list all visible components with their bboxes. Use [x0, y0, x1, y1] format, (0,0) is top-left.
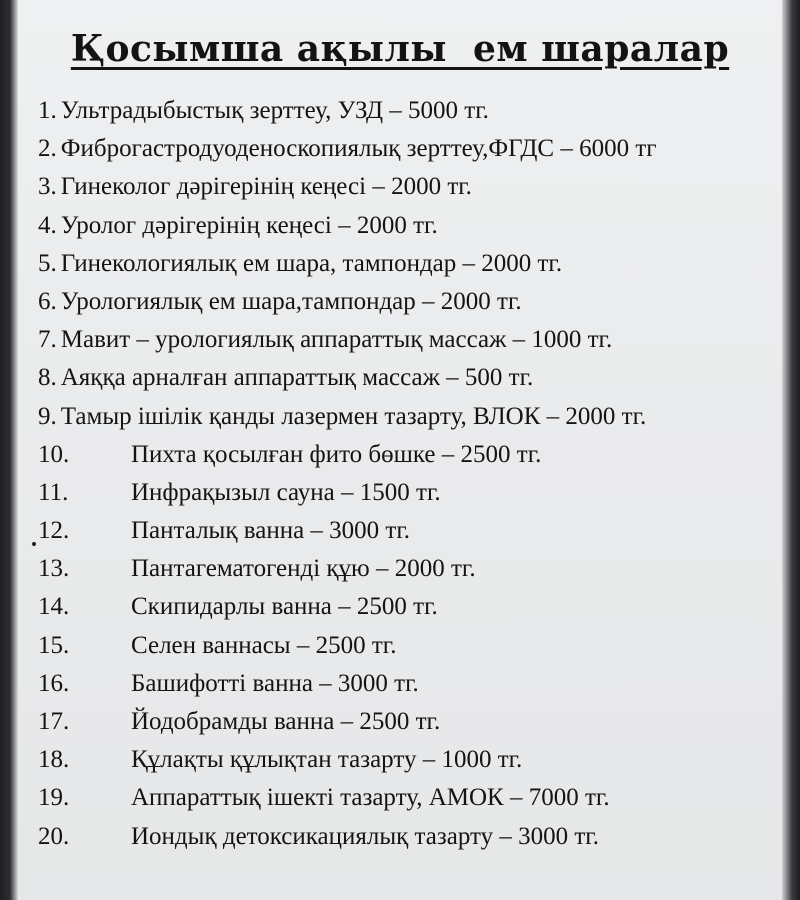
item-number: 1. [38, 97, 57, 124]
item-number: 11. [38, 478, 69, 506]
list-item [38, 665, 778, 703]
list-item [38, 92, 778, 130]
item-text: Аппараттық ішекті тазарту, АМОК – 7000 тг. [131, 784, 610, 812]
item-number: 19. [38, 784, 70, 812]
list-item [38, 588, 778, 626]
page-title [18, 28, 782, 70]
item-number: 14. [38, 593, 70, 621]
item-text: Пантагематогенді құю – 2000 тг. [131, 555, 476, 583]
list-item [38, 703, 778, 741]
page-title-text: Қосымша ақылы ем шаралар [70, 28, 730, 70]
item-number: 5. [38, 249, 57, 277]
item-text: Йодобрамды ванна – 2500 тг. [131, 708, 441, 735]
item-number: 17. [38, 708, 70, 735]
item-text: Инфрақызыл сауна – 1500 тг. [131, 478, 441, 506]
item-number: 20. [38, 822, 70, 850]
item-text: Құлақты құлықтан тазарту – 1000 тг. [131, 746, 523, 774]
item-text: Аяққа арналған аппараттық массаж – 500 тг. [60, 364, 534, 392]
item-number: 10. [38, 440, 70, 468]
item-number: 18. [38, 746, 70, 774]
item-text: Ультрадыбыстық зерттеу, УЗД – 5000 тг. [60, 97, 489, 124]
list-item [38, 818, 778, 856]
item-text: Селен ваннасы – 2500 тг. [131, 631, 397, 659]
item-text: Пихта қосылған фито бөшке – 2500 тг. [131, 440, 542, 468]
list-item [38, 321, 778, 359]
item-number: 4. [38, 211, 57, 239]
services-list [38, 92, 778, 856]
item-number: 15. [38, 631, 70, 659]
list-item [38, 474, 778, 512]
item-text: Иондық детоксикациялық тазарту – 3000 тг. [131, 822, 599, 850]
item-number: 12. [38, 517, 70, 545]
list-item [38, 359, 778, 397]
item-text: Фиброгастродуоденоскопиялық зерттеу,ФГДС – 6000 тг [60, 135, 657, 163]
item-number: 3. [38, 173, 57, 201]
list-item [38, 512, 778, 550]
list-item [38, 550, 778, 588]
item-text: Уролог дәрігерінің кеңесі – 2000 тг. [60, 211, 438, 239]
item-text: Урологиялық ем шара,тампондар – 2000 тг. [60, 287, 522, 315]
list-item [38, 207, 778, 245]
paper-sheet [18, 0, 782, 900]
list-item [38, 436, 778, 474]
item-number: 8. [38, 364, 57, 392]
item-number: 9. [38, 402, 57, 430]
list-item [38, 130, 778, 168]
pen-mark [31, 541, 36, 546]
item-text: Башифотті ванна – 3000 тг. [131, 669, 419, 697]
item-number: 13. [38, 555, 70, 583]
item-number: 7. [38, 326, 57, 354]
item-number: 16. [38, 669, 70, 697]
item-number: 6. [38, 287, 57, 315]
list-item [38, 627, 778, 665]
list-item [38, 168, 778, 206]
list-item [38, 741, 778, 779]
item-number: 2. [38, 135, 57, 163]
list-item [38, 283, 778, 321]
list-item [38, 245, 778, 283]
list-item [38, 398, 778, 436]
item-text: Скипидарлы ванна – 2500 тг. [131, 593, 438, 621]
item-text: Мавит – урологиялық аппараттық массаж – 1000 тг. [60, 326, 613, 354]
item-text: Гинеколог дәрігерінің кеңесі – 2000 тг. [60, 173, 472, 201]
list-item [38, 779, 778, 817]
item-text: Тамыр ішілік қанды лазермен тазарту, ВЛОК – 2000 тг. [60, 402, 647, 430]
item-text: Панталық ванна – 3000 тг. [131, 517, 411, 545]
item-text: Гинекологиялық ем шара, тампондар – 2000 тг. [60, 249, 563, 277]
